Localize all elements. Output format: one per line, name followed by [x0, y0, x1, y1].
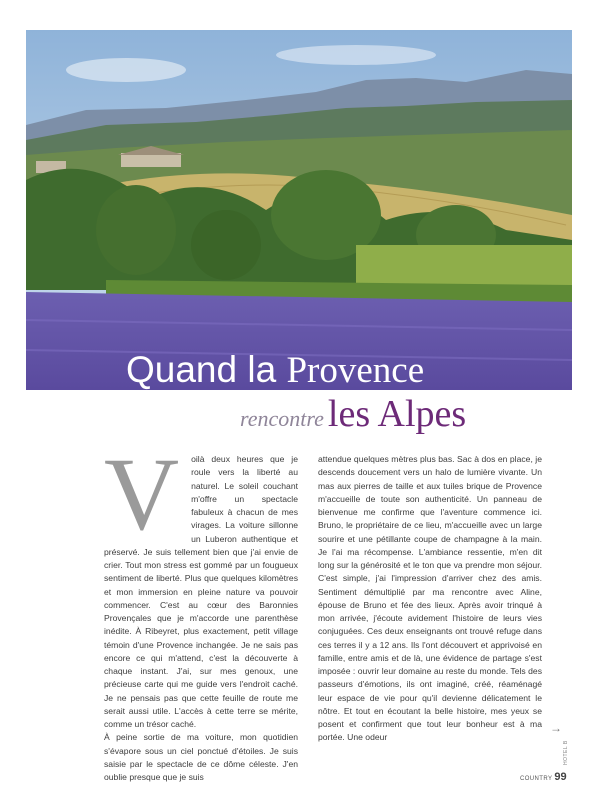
title-big: les Alpes: [327, 393, 467, 435]
article-left-column: [104, 437, 298, 782]
paragraph-3: attendue quelques mètres plus bas. Sac à dos en place, je descends doucement vers un halo de lumière vivante. Un mas aux pierres de taille et aux tuiles brique de Provence m'accueille de toute son authenticité. Un panneau de bienvenue me confirme que l'aventure commence ici. Bruno, le propriétaire de ce lieu, m'accueille avec un large sourire et une pétillante coupe de champagne à la main. Je l'ai ma récompense. L'ambiance ressentie, m'en dit long sur la générosité et le ton que va prendre mon séjour. C'est simple, j'ai l'impression d'arriver chez des amis. Sentiment démultiplié par ma rencontre avec Aline, épouse de Bruno et fée des lieux. Après avoir trinqué à mon arrivée, j'écoute avidement l'histoire de leurs vies conjuguées. Ces deux enseignants ont trouvé refuge dans ces terres il y a 12 ans. Ils l'ont découvert et apprivoisé en famille, entre amis et de là, une évidence de partage s'est imposée : ouvrir leur domaine au reste du monde. Tels des passeurs d'émotions, ils ont imaginé, créé, réaménagé leur espace de vie pour qu'il devienne délicatement le nôtre. Et tout en écoutant la belle histoire, mes yeux se posent et confirment que tout leur bonheur est à ma portée. Une odeur: [318, 454, 542, 743]
title-part-1: Quand la: [126, 349, 287, 390]
arrow-right-icon: →: [550, 721, 562, 735]
title-line-2: [240, 392, 540, 436]
paragraph-2: À peine sortie de ma voiture, mon quotidien s'évapore sous un ciel ponctué d'étoiles. Je suis saisie par le spectacle de ce dôme céleste. J'en oublie presque que je suis: [104, 732, 298, 782]
magazine-name: COUNTRY: [520, 776, 553, 782]
title-italic: rencontre: [240, 406, 324, 431]
page-footer: [520, 767, 580, 781]
side-label: HOTEL B: [563, 740, 569, 765]
title-line-1: [126, 349, 456, 391]
title-part-2: Provence: [286, 350, 425, 391]
paragraph-1: oilà deux heures que je roule vers la liberté au naturel. Le soleil couchant m'offre un spectacle fabuleux à chacun de mes virages. La voiture sillonne un Luberon authentique et préservé. Je suis tellement bien que j'ai envie de crier. Tout mon stress est gommé par un fougueux sentiment de liberté. Plus que quelques kilomètres et mon immersion en pleine nature va pouvoir commencer. C'est au cœur des Baronnies Provençales que je m'accorde une parenthèse inédite. À Ribeyret, plus exactement, petit village témoin d'une Provence inchangée. Je ne sais pas encore ce qui m'attend, c'est la découverte à chaque instant. J'ai, sur mes genoux, une précieuse carte qui me guide vers l'endroit caché. Je ne pensais pas que cette feuille de route me serait aussi utile. L'accès à cette terre se mérite, comme un trésor caché.: [104, 454, 298, 729]
drop-cap: V: [104, 437, 180, 552]
lavender-landscape-photo: [26, 30, 572, 390]
page-number: 99: [554, 771, 567, 783]
article-right-column: [318, 453, 542, 763]
